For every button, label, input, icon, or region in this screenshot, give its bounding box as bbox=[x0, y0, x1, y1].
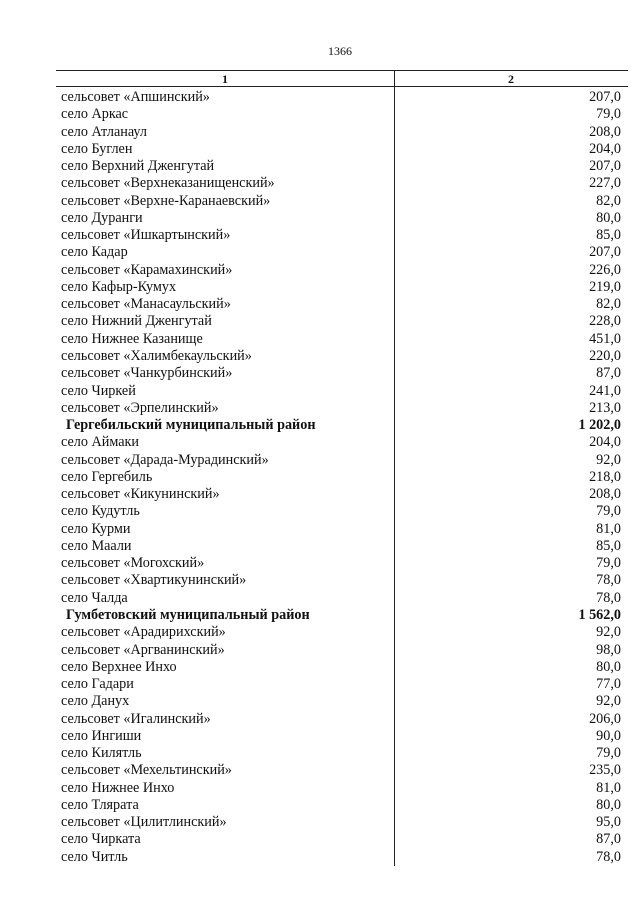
row-value: 85,0 bbox=[596, 227, 621, 244]
row-name: село Аркас bbox=[61, 106, 129, 123]
row-value: 90,0 bbox=[596, 727, 621, 744]
table-row bbox=[0, 331, 640, 348]
row-value: 81,0 bbox=[596, 520, 621, 537]
row-name: сельсовет «Арадирихский» bbox=[61, 624, 226, 641]
row-name: село Кудутль bbox=[61, 503, 140, 520]
row-name: сельсовет «Кикунинский» bbox=[61, 486, 220, 503]
row-value: 92,0 bbox=[596, 693, 621, 710]
table-row bbox=[0, 642, 640, 659]
row-name: село Кадар bbox=[61, 244, 128, 261]
table-row bbox=[0, 106, 640, 123]
table-row bbox=[0, 745, 640, 762]
page-number: 1366 bbox=[328, 44, 352, 58]
row-value: 207,0 bbox=[589, 89, 621, 105]
table-row bbox=[0, 624, 640, 641]
row-value: 1 562,0 bbox=[578, 606, 621, 623]
row-value: 87,0 bbox=[596, 831, 621, 848]
table-row bbox=[0, 831, 640, 848]
row-value: 81,0 bbox=[596, 779, 621, 796]
table-row bbox=[0, 659, 640, 676]
row-value: 82,0 bbox=[596, 296, 621, 313]
table-row bbox=[0, 814, 640, 831]
table-row bbox=[0, 797, 640, 814]
row-name: село Курми bbox=[61, 520, 131, 537]
table-row bbox=[0, 780, 640, 797]
row-value: 79,0 bbox=[596, 745, 621, 762]
row-value: 220,0 bbox=[589, 347, 621, 364]
table-row bbox=[0, 175, 640, 192]
row-name: село Гадари bbox=[61, 676, 134, 693]
table-row bbox=[0, 400, 640, 417]
row-value: 92,0 bbox=[596, 451, 621, 468]
row-value: 78,0 bbox=[596, 572, 621, 589]
row-name: село Верхнее Инхо bbox=[61, 658, 177, 675]
table-row bbox=[0, 348, 640, 365]
row-value: 241,0 bbox=[589, 382, 621, 399]
table-row bbox=[0, 521, 640, 538]
row-name: сельсовет «Дарада-Мурадинский» bbox=[61, 451, 269, 468]
row-name: сельсовет «Апшинский» bbox=[61, 89, 210, 105]
row-name: село Тлярата bbox=[61, 796, 139, 813]
row-name: сельсовет «Манасаульский» bbox=[61, 296, 231, 313]
row-name: сельсовет «Халимбекаульский» bbox=[61, 347, 252, 364]
row-value: 80,0 bbox=[596, 209, 621, 226]
table-body bbox=[0, 89, 640, 866]
table-row bbox=[0, 486, 640, 503]
row-value: 218,0 bbox=[589, 468, 621, 485]
row-value: 235,0 bbox=[589, 762, 621, 779]
table-row bbox=[0, 124, 640, 141]
row-value: 98,0 bbox=[596, 641, 621, 658]
row-name: сельсовет «Эрпелинский» bbox=[61, 399, 219, 416]
row-value: 82,0 bbox=[596, 192, 621, 209]
row-name: сельсовет «Мехельтинский» bbox=[61, 762, 232, 779]
district-row bbox=[0, 607, 640, 624]
row-name: сельсовет «Карамахинский» bbox=[61, 261, 233, 278]
row-value: 207,0 bbox=[589, 244, 621, 261]
row-name: село Чалда bbox=[61, 589, 128, 606]
row-value: 1 202,0 bbox=[578, 417, 621, 434]
row-value: 208,0 bbox=[589, 486, 621, 503]
row-name: село Верхний Дженгутай bbox=[61, 158, 215, 175]
table-row bbox=[0, 711, 640, 728]
row-name: село Маали bbox=[61, 537, 132, 554]
table-row bbox=[0, 262, 640, 279]
row-name: село Гергебиль bbox=[61, 468, 153, 485]
row-name: село Аймаки bbox=[61, 434, 139, 451]
table-row bbox=[0, 503, 640, 520]
district-row bbox=[0, 417, 640, 434]
table-row bbox=[0, 452, 640, 469]
row-name: село Нижнее Казанище bbox=[61, 330, 203, 347]
row-name: село Кафыр-Кумух bbox=[61, 278, 177, 295]
row-value: 219,0 bbox=[589, 278, 621, 295]
row-name: сельсовет «Ишкартынский» bbox=[61, 227, 231, 244]
row-value: 79,0 bbox=[596, 555, 621, 572]
row-value: 79,0 bbox=[596, 106, 621, 123]
row-name: сельсовет «Верхнеказанищенский» bbox=[61, 175, 275, 192]
row-name: сельсовет «Могохский» bbox=[61, 555, 205, 572]
row-name: сельсовет «Верхне-Каранаевский» bbox=[61, 192, 271, 209]
row-name: село Чиркей bbox=[61, 382, 136, 399]
row-value: 80,0 bbox=[596, 796, 621, 813]
table-row bbox=[0, 676, 640, 693]
row-name: село Нижний Дженгутай bbox=[61, 313, 212, 330]
table-row bbox=[0, 227, 640, 244]
table-row bbox=[0, 313, 640, 330]
column-header-1: 1 bbox=[222, 72, 228, 86]
row-value: 227,0 bbox=[589, 175, 621, 192]
table-row bbox=[0, 141, 640, 158]
table-row bbox=[0, 279, 640, 296]
table-row bbox=[0, 296, 640, 313]
table-header bbox=[56, 70, 628, 87]
table-row bbox=[0, 244, 640, 261]
row-value: 87,0 bbox=[596, 365, 621, 382]
row-name: село Атланаул bbox=[61, 123, 147, 140]
row-value: 204,0 bbox=[589, 434, 621, 451]
row-value: 80,0 bbox=[596, 658, 621, 675]
table-row bbox=[0, 538, 640, 555]
column-header-2: 2 bbox=[508, 72, 514, 86]
row-name: село Буглен bbox=[61, 140, 133, 157]
table-row bbox=[0, 89, 640, 106]
row-value: 208,0 bbox=[589, 123, 621, 140]
row-name: село Чирката bbox=[61, 831, 141, 848]
table-row bbox=[0, 555, 640, 572]
table-row bbox=[0, 590, 640, 607]
table-row bbox=[0, 383, 640, 400]
table-row bbox=[0, 365, 640, 382]
row-value: 206,0 bbox=[589, 710, 621, 727]
table-row bbox=[0, 210, 640, 227]
table-row bbox=[0, 849, 640, 866]
table-row bbox=[0, 434, 640, 451]
row-value: 79,0 bbox=[596, 503, 621, 520]
row-value: 77,0 bbox=[596, 676, 621, 693]
row-value: 226,0 bbox=[589, 261, 621, 278]
row-name: Гумбетовский муниципальный район bbox=[66, 606, 310, 623]
table-row bbox=[0, 728, 640, 745]
row-name: село Дуранги bbox=[61, 209, 143, 226]
table-row bbox=[0, 572, 640, 589]
row-value: 207,0 bbox=[589, 158, 621, 175]
row-name: село Читль bbox=[61, 848, 128, 865]
row-value: 204,0 bbox=[589, 140, 621, 157]
row-name: село Ингиши bbox=[61, 727, 142, 744]
row-value: 228,0 bbox=[589, 313, 621, 330]
row-value: 213,0 bbox=[589, 399, 621, 416]
row-value: 78,0 bbox=[596, 848, 621, 865]
table-row bbox=[0, 469, 640, 486]
row-name: село Нижнее Инхо bbox=[61, 779, 175, 796]
table-row bbox=[0, 762, 640, 779]
row-value: 451,0 bbox=[589, 330, 621, 347]
row-name: село Килятль bbox=[61, 745, 142, 762]
row-name: село Данух bbox=[61, 693, 130, 710]
row-name: сельсовет «Цилитлинский» bbox=[61, 814, 227, 831]
row-name: Гергебильский муниципальный район bbox=[66, 417, 316, 434]
table-row bbox=[0, 193, 640, 210]
row-name: сельсовет «Хвартикунинский» bbox=[61, 572, 247, 589]
row-name: сельсовет «Чанкурбинский» bbox=[61, 365, 233, 382]
row-name: сельсовет «Аргванинский» bbox=[61, 641, 225, 658]
table-row bbox=[0, 693, 640, 710]
row-value: 85,0 bbox=[596, 537, 621, 554]
table-row bbox=[0, 158, 640, 175]
row-value: 92,0 bbox=[596, 624, 621, 641]
row-name: сельсовет «Игалинский» bbox=[61, 710, 211, 727]
row-value: 95,0 bbox=[596, 814, 621, 831]
row-value: 78,0 bbox=[596, 589, 621, 606]
